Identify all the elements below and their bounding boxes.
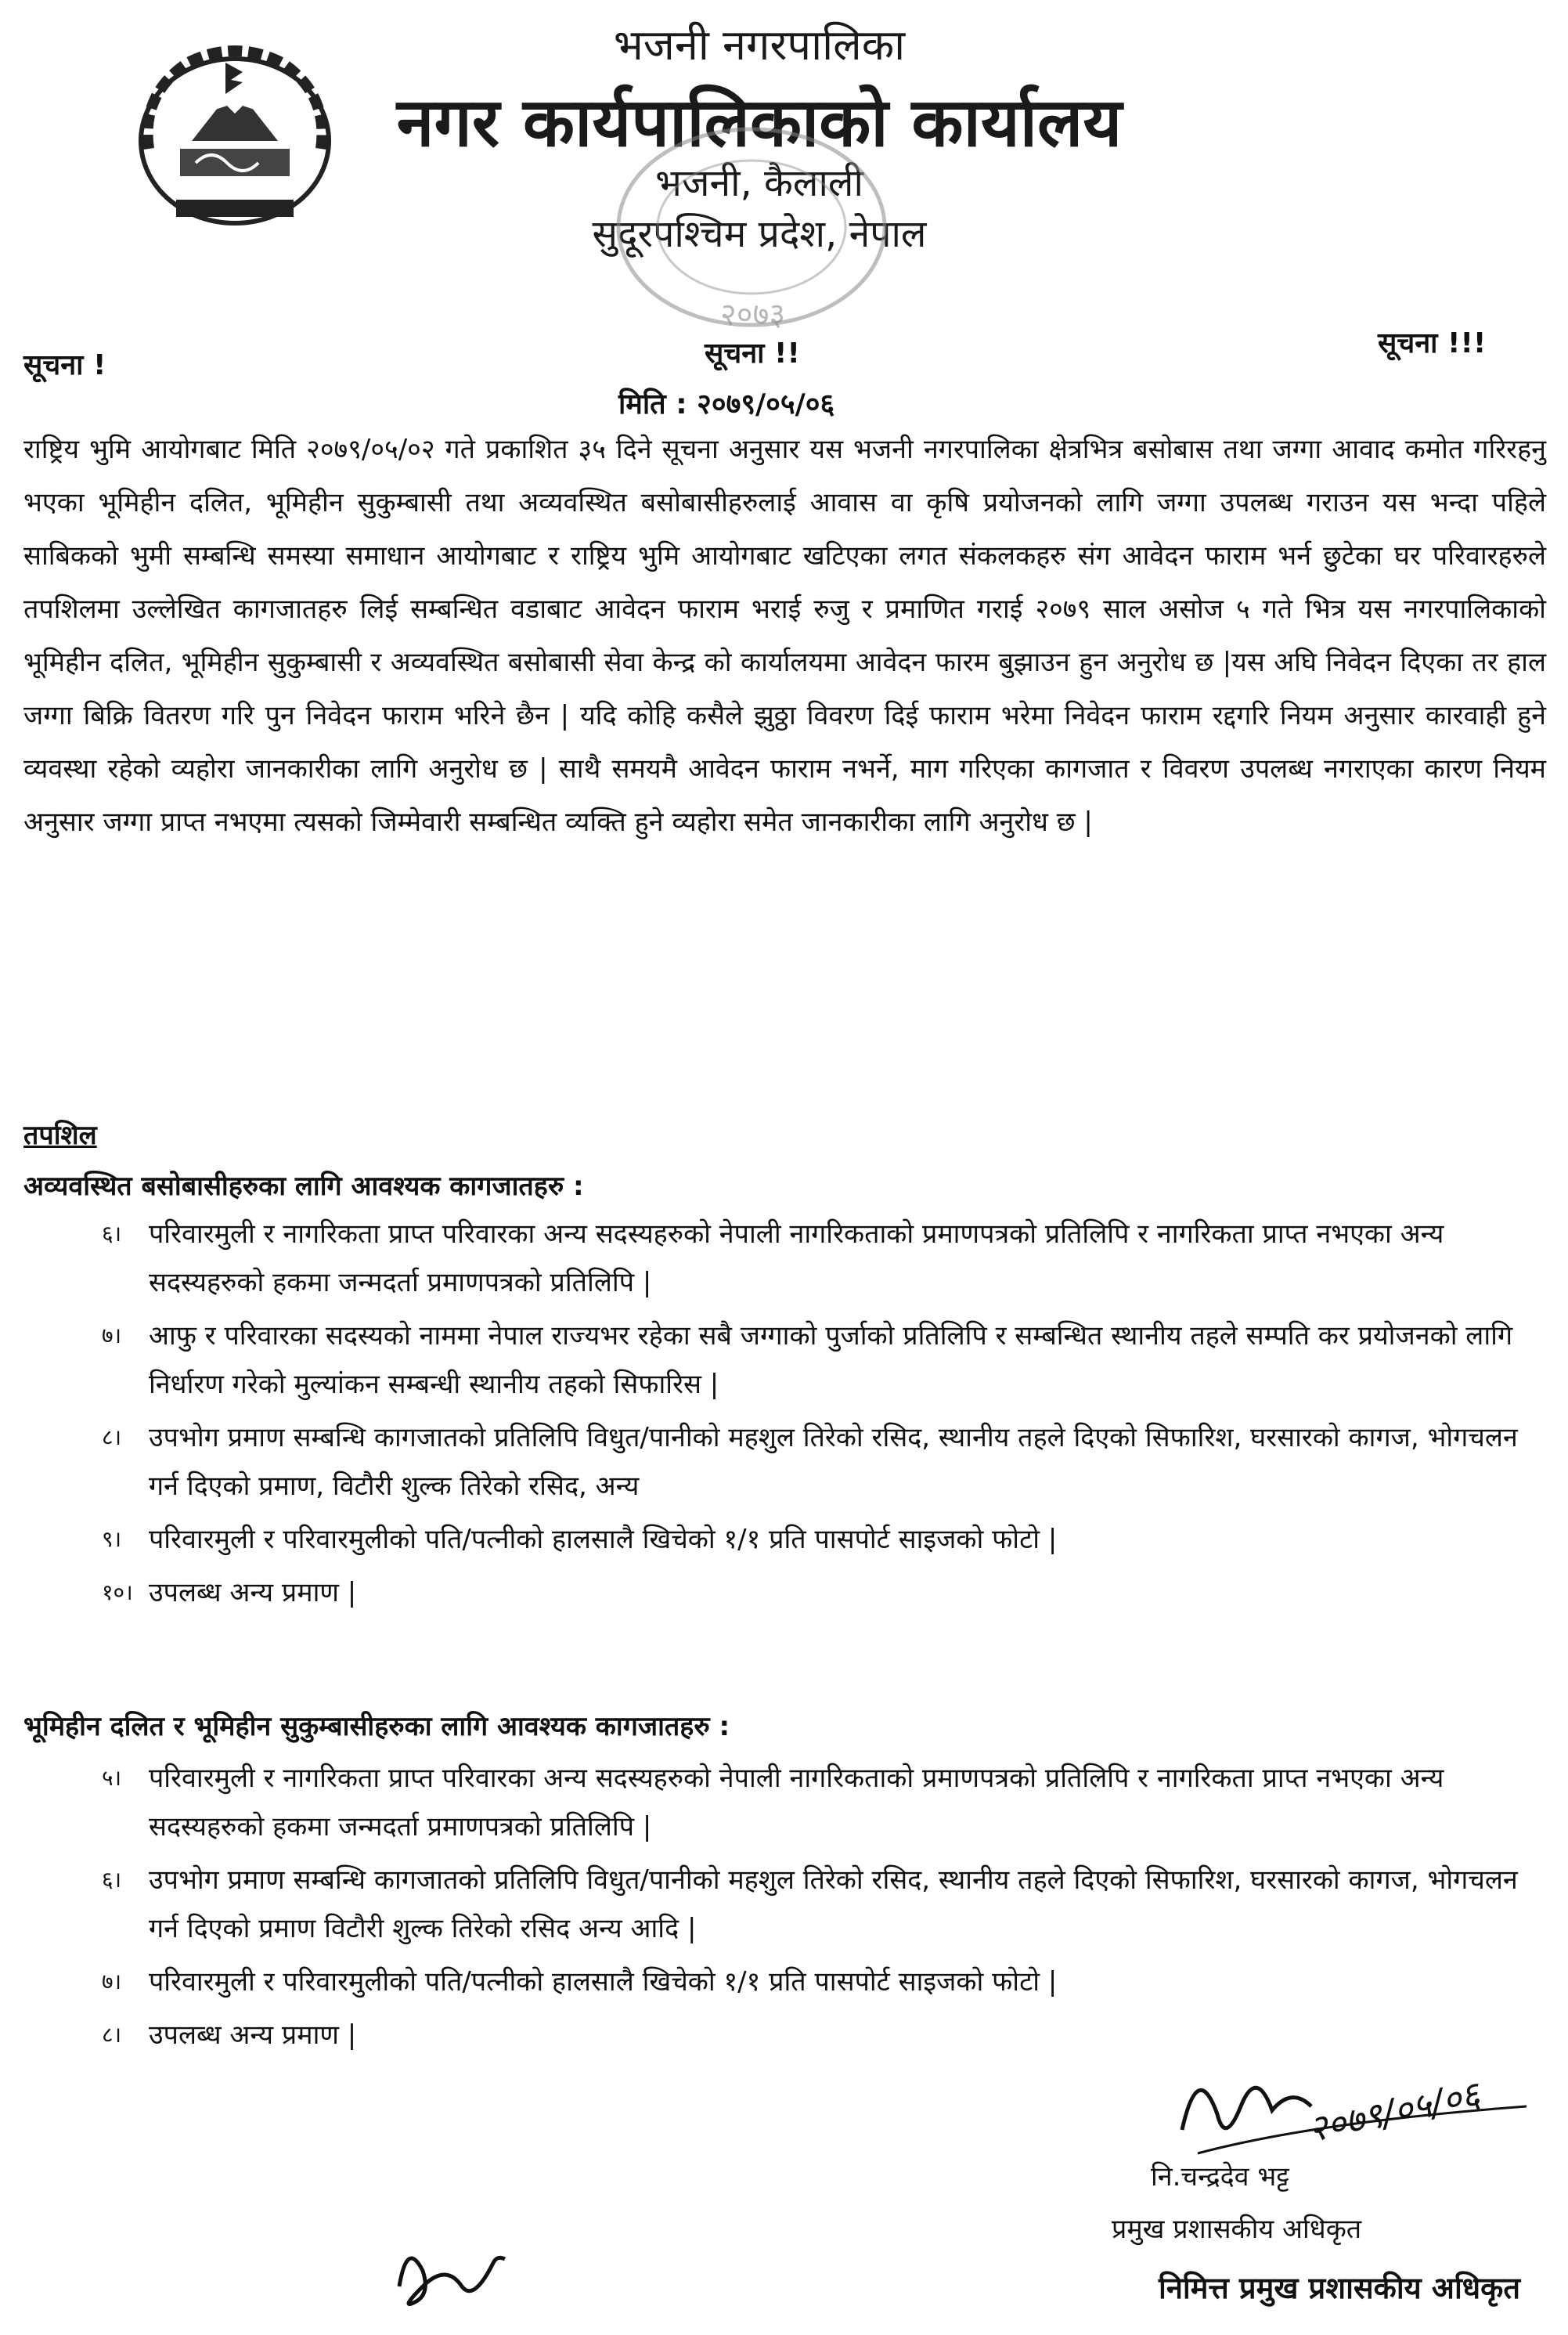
- item-number: ७।: [102, 1323, 122, 1348]
- list-item: [23, 1210, 1546, 1307]
- body-paragraph: राष्ट्रिय भुमि आयोगबाट मिति २०७९/०५/०२ गते प्रकाशित ३५ दिने सूचना अनुसार यस भजनी नगरपालिका क्षेत्रभित्र बसोबास तथा जग्गा आवाद कमोत गरिरहनु भएका भूमिहीन दलित, भूमिहीन सुकुम्बासी तथा अव्यवस्थित बसोबासीहरुलाई आवास वा कृषि प्रयोजनको लागि जग्गा उपलब्ध गराउन यस भन्दा पहिले साबिकको भुमी सम्बन्धि समस्या समाधान आयोगबाट र राष्ट्रिय भुमि आयोगबाट खटिएका लगत संकलकहरु संग आवेदन फाराम भर्न छुटेका घर परिवारहरुले तपशिलमा उल्लेखित कागजातहरु लिई सम्बन्धित वडाबाट आवेदन फाराम भराई रुजु र प्रमाणित गराई २०७९ साल असोज ५ गते भित्र यस नगरपालिकाको भूमिहीन दलित, भूमिहीन सुकुम्बासी र अव्यवस्थित बसोबासी सेवा केन्द्र को कार्यालयमा आवेदन फारम बुझाउन हुन अनुरोध छ |यस अघि निवेदन दिएका तर हाल जग्गा बिक्रि वितरण गरि पुन निवेदन फाराम भरिने छैन | यदि कोहि कसैले झुठ्ठा विवरण दिई फाराम भरेमा निवेदन फाराम रद्दगरि नियम अनुसार कारवाही हुने व्यवस्था रहेको व्यहोरा जानकारीका लागि अनुरोध छ | साथै समयमै आवेदन फाराम नभर्ने, माग गरिएका कागजात र विवरण उपलब्ध नगराएका कारण नियम अनुसार जग्गा प्राप्त नभएमा त्यसको जिम्मेवारी सम्बन्धित व्यक्ति हुने व्यहोरा समेत जानकारीका लागि अनुरोध छ |: [23, 434, 1546, 838]
- stamp-year: २०७३: [720, 297, 786, 333]
- notice-label-center: सूचना !!: [705, 337, 800, 370]
- list-item: [23, 1515, 1546, 1564]
- item-number: ५।: [102, 1765, 122, 1791]
- section1-title: अव्यवस्थित बसोबासीहरुका लागि आवश्यक कागजातहरु :: [23, 1171, 584, 1202]
- district-address: भजनी, कैलाली: [655, 161, 863, 205]
- schedule-title: तपशिल: [23, 1120, 97, 1151]
- signature-date: २०७९/०५/०६: [1304, 2073, 1484, 2151]
- acting-officer-stamp: निमित्त प्रमुख प्रशासकीय अधिकृत: [1159, 2271, 1521, 2305]
- section1-list: [23, 1210, 1546, 1622]
- municipality-name: भजनी नगरपालिका: [613, 20, 906, 70]
- item-text: उपलब्ध अन्य प्रमाण |: [149, 2019, 357, 2051]
- item-number: ७।: [102, 1969, 122, 1994]
- item-number: ६।: [102, 1221, 122, 1247]
- item-number: ८।: [102, 2022, 122, 2048]
- item-text: उपभोग प्रमाण सम्बन्धि कागजातको प्रतिलिपि विधुत/पानीको महशुल तिरेको रसिद, स्थानीय तहले दिएको सिफारिश, घरसारको कागज, भोगचलन गर्न दिएको प्रमाण, विटौरी शुल्क तिरेको रसिद, अन्य: [149, 1422, 1518, 1502]
- item-text: उपभोग प्रमाण सम्बन्धि कागजातको प्रतिलिपि विधुत/पानीको महशुल तिरेको रसिद, स्थानीय तहले दिएको सिफारिश, घरसारको कागज, भोगचलन गर्न दिएको प्रमाण विटौरी शुल्क तिरेको रसिद अन्य आदि |: [149, 1864, 1518, 1944]
- list-item: [23, 1958, 1546, 2006]
- item-text: उपलब्ध अन्य प्रमाण |: [149, 1577, 357, 1608]
- section2-list: [23, 1754, 1546, 2064]
- item-number: १०।: [102, 1579, 133, 1605]
- left-initials-signature: [384, 2224, 524, 2318]
- office-stamp: [603, 117, 900, 345]
- officer-name: नि.चन्द्रदेव भट्ट: [1151, 2161, 1289, 2192]
- item-number: ९।: [102, 1526, 122, 1552]
- office-name: नगर कार्यपालिकाको कार्यालय: [396, 84, 1123, 162]
- item-text: परिवारमुली र नागरिकता प्राप्त परिवारका अन्य सदस्यहरुको नेपाली नागरिकताको प्रमाणपत्रको प्रतिलिपि र नागरिकता प्राप्त नभएका अन्य सदस्यहरुको हकमा जन्मदर्ता प्रमाणपत्रको प्रतिलिपि |: [149, 1218, 1444, 1298]
- item-text: परिवारमुली र नागरिकता प्राप्त परिवारका अन्य सदस्यहरुको नेपाली नागरिकताको प्रमाणपत्रको प्रतिलिपि र नागरिकता प्राप्त नभएका अन्य सदस्यहरुको हकमा जन्मदर्ता प्रमाणपत्रको प्रतिलिपि |: [149, 1763, 1444, 1842]
- list-item: [23, 1856, 1546, 1953]
- officer-signature: [1151, 2036, 1558, 2169]
- nepal-emblem-icon: [117, 31, 352, 243]
- notice-date: मिति : २०७९/०५/०६: [618, 388, 835, 420]
- officer-title: प्रमुख प्रशासकीय अधिकृत: [1112, 2214, 1362, 2245]
- notice-label-left: सूचना !: [23, 349, 106, 381]
- province-address: सुदूरपश्चिम प्रदेश, नेपाल: [592, 212, 927, 256]
- list-item: [23, 1568, 1546, 1617]
- section2-title: भूमिहीन दलित र भूमिहीन सुकुम्बासीहरुका लागि आवश्यक कागजातहरु :: [23, 1711, 730, 1742]
- item-text: परिवारमुली र परिवारमुलीको पति/पत्नीको हालसालै खिचेको १/१ प्रति पासपोर्ट साइजको फोटो |: [149, 1524, 1058, 1555]
- list-item: [23, 1754, 1546, 1851]
- item-text: परिवारमुली र परिवारमुलीको पति/पत्नीको हालसालै खिचेको १/१ प्रति पासपोर्ट साइजको फोटो |: [149, 1966, 1058, 1998]
- list-item: [23, 1413, 1546, 1510]
- item-text: आफु र परिवारका सदस्यको नाममा नेपाल राज्यभर रहेका सबै जग्गाको पुर्जाको प्रतिलिपि र सम्बन्धित स्थानीय तहले सम्पति कर प्रयोजनको लागि निर्धारण गरेको मुल्यांकन सम्बन्धी स्थानीय तहको सिफारिस |: [149, 1320, 1513, 1400]
- notice-label-right: सूचना !!!: [1378, 327, 1487, 359]
- list-item: [23, 1312, 1546, 1409]
- item-number: ६।: [102, 1867, 122, 1893]
- item-number: ८।: [102, 1424, 122, 1450]
